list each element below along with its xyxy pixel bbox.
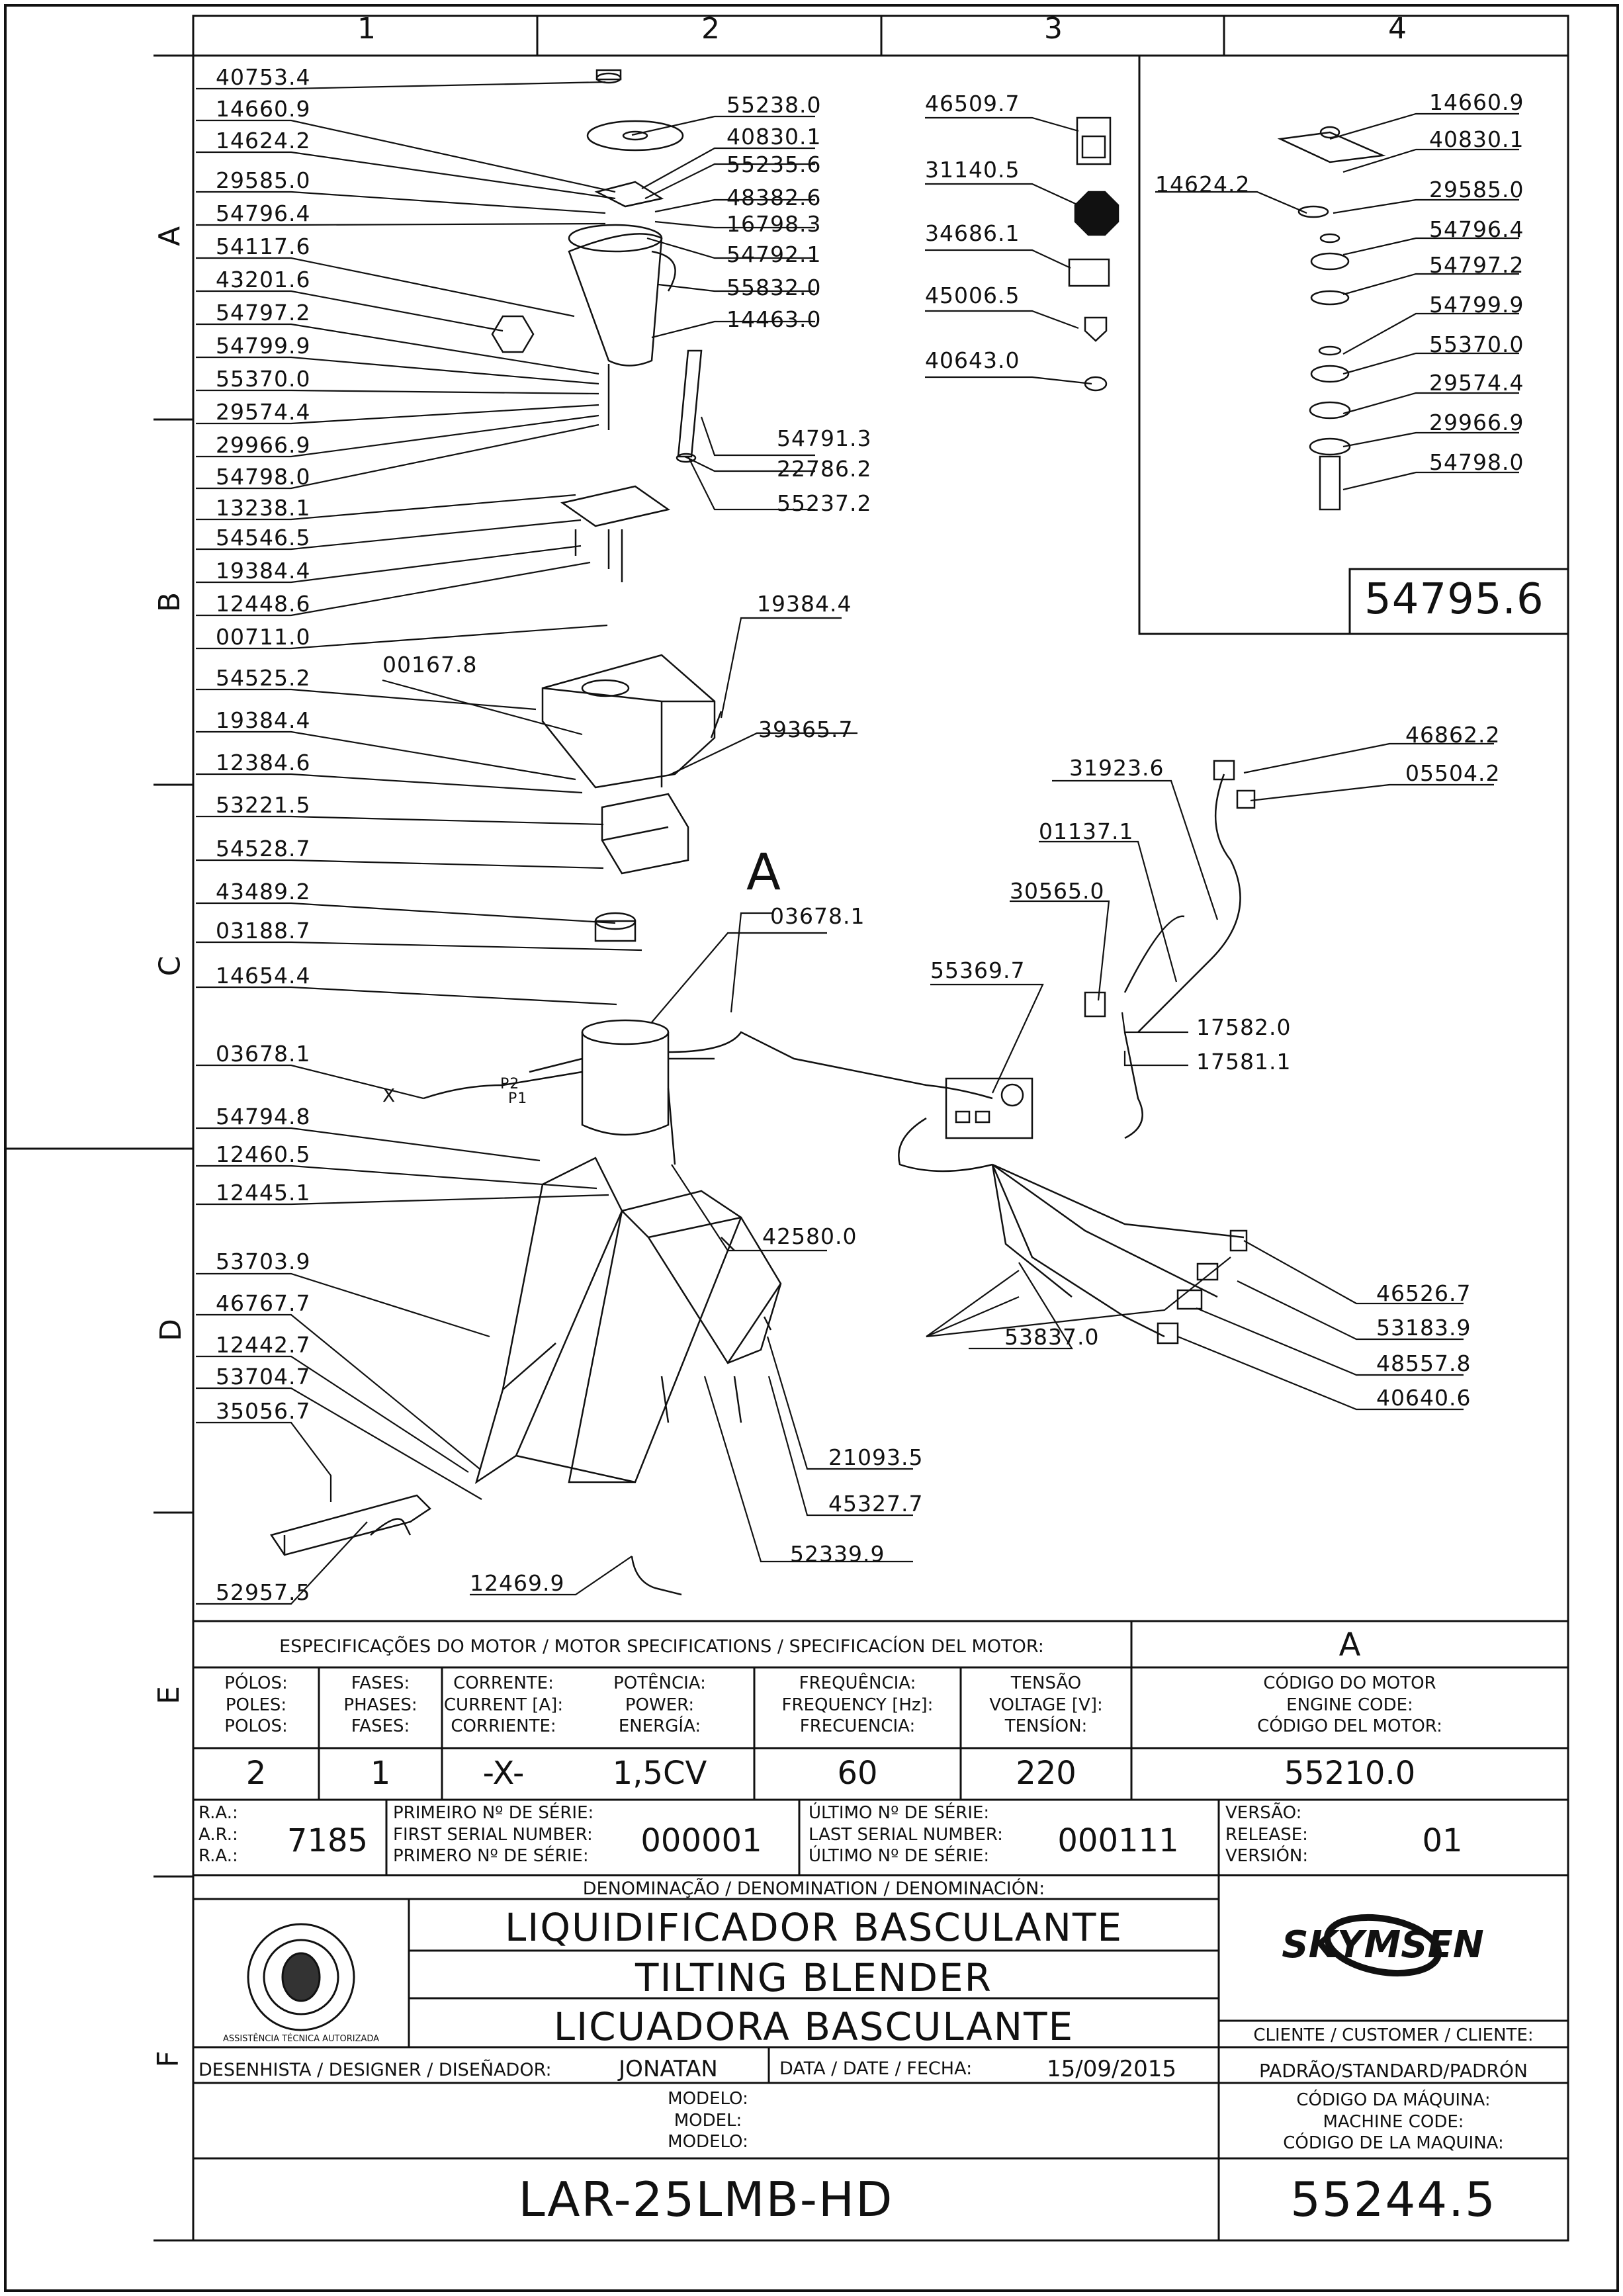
part-label: 55369.7 bbox=[930, 957, 1026, 983]
current-label: CORRENTE: CURRENT [A]: CORRIENTE: bbox=[443, 1673, 564, 1736]
part-label: 53703.9 bbox=[216, 1249, 311, 1274]
part-label: 53704.7 bbox=[216, 1364, 311, 1390]
part-label: 54792.1 bbox=[726, 242, 822, 267]
machine-code-value: 55244.5 bbox=[1290, 2172, 1497, 2227]
part-label: 54117.6 bbox=[216, 234, 311, 259]
part-label: 46767.7 bbox=[216, 1290, 311, 1316]
part-label: 48382.6 bbox=[726, 185, 822, 210]
part-label: 29585.0 bbox=[216, 167, 311, 193]
part-label: 00711.0 bbox=[216, 624, 311, 650]
wire-p2-label: P2 bbox=[500, 1076, 520, 1092]
part-label: 45327.7 bbox=[828, 1491, 924, 1517]
part-label: 16798.3 bbox=[726, 211, 822, 237]
part-label: 12445.1 bbox=[216, 1180, 311, 1206]
denomination-label: DENOMINAÇÃO / DENOMINATION / DENOMINACIÓN: bbox=[582, 1878, 1045, 1899]
part-label: 40640.6 bbox=[1376, 1385, 1471, 1411]
part-label: 14624.2 bbox=[216, 128, 311, 154]
part-label: 17582.0 bbox=[1196, 1014, 1292, 1040]
part-label: 12448.6 bbox=[216, 591, 311, 617]
part-label: 14660.9 bbox=[216, 96, 311, 122]
voltage-label: TENSÃO VOLTAGE [V]: TENSÍON: bbox=[989, 1673, 1103, 1736]
part-label: 31140.5 bbox=[925, 157, 1020, 183]
designer-label: DESENHISTA / DESIGNER / DISEÑADOR: bbox=[198, 2060, 552, 2080]
last-serial-label: ÚLTIMO Nº DE SÉRIE: LAST SERIAL NUMBER: ÚLTIMO Nº DE SÉRIE: bbox=[809, 1803, 1003, 1866]
part-label: 13238.1 bbox=[216, 495, 311, 521]
part-label: 40753.4 bbox=[216, 64, 311, 90]
part-label: 35056.7 bbox=[216, 1398, 311, 1424]
part-label: 54794.8 bbox=[216, 1104, 311, 1129]
voltage-value: 220 bbox=[1016, 1755, 1076, 1792]
part-label: 03678.1 bbox=[770, 903, 865, 929]
part-label: 55237.2 bbox=[777, 490, 872, 516]
grid-col-3: 3 bbox=[1044, 12, 1063, 46]
part-label: 00167.8 bbox=[382, 652, 478, 678]
part-label: 03678.1 bbox=[216, 1041, 311, 1067]
part-label: 54797.2 bbox=[1429, 252, 1524, 278]
part-label: 46509.7 bbox=[925, 91, 1020, 116]
grid-col-4: 4 bbox=[1388, 12, 1407, 46]
last-serial-value: 000111 bbox=[1057, 1822, 1179, 1859]
poles-value: 2 bbox=[245, 1755, 267, 1792]
grid-row-c: C bbox=[153, 955, 187, 977]
part-label: 55238.0 bbox=[726, 92, 822, 118]
part-label: 54799.9 bbox=[1429, 292, 1524, 318]
part-label: 12384.6 bbox=[216, 750, 311, 775]
part-label: 12460.5 bbox=[216, 1141, 311, 1167]
part-label: 29574.4 bbox=[216, 399, 311, 425]
motor-spec-header: ESPECIFICAÇÕES DO MOTOR / MOTOR SPECIFICATIONS / SPECIFICACÍON DEL MOTOR: bbox=[279, 1636, 1044, 1657]
first-serial-value: 000001 bbox=[640, 1822, 762, 1859]
part-label: 43489.2 bbox=[216, 879, 311, 905]
title-es: LICUADORA BASCULANTE bbox=[553, 2004, 1075, 2049]
customer-label: CLIENTE / CUSTOMER / CLIENTE: bbox=[1253, 2025, 1534, 2045]
grid-row-e: E bbox=[152, 1686, 186, 1704]
first-serial-label: PRIMEIRO Nº DE SÉRIE: FIRST SERIAL NUMBER: PRIMERO Nº DE SÉRIE: bbox=[393, 1803, 594, 1866]
grid-col-2: 2 bbox=[701, 12, 720, 46]
wire-p1-label: P1 bbox=[508, 1090, 528, 1107]
wire-x-label: X bbox=[382, 1084, 396, 1106]
part-label: 45006.5 bbox=[925, 283, 1020, 308]
grid-row-d: D bbox=[154, 1319, 188, 1341]
power-value: 1,5CV bbox=[612, 1755, 707, 1792]
part-label: 54796.4 bbox=[216, 200, 311, 226]
part-label: 42580.0 bbox=[762, 1223, 857, 1249]
version-value: 01 bbox=[1422, 1822, 1463, 1859]
phases-value: 1 bbox=[370, 1755, 391, 1792]
part-label: 14660.9 bbox=[1429, 89, 1524, 115]
part-label: 54791.3 bbox=[777, 425, 872, 451]
part-label: 17581.1 bbox=[1196, 1049, 1292, 1075]
part-label: 14654.4 bbox=[216, 963, 311, 989]
part-label: 01137.1 bbox=[1039, 818, 1134, 844]
part-label: 40643.0 bbox=[925, 347, 1020, 373]
part-label: 54797.2 bbox=[216, 300, 311, 326]
part-label: 54798.0 bbox=[1429, 449, 1524, 475]
part-label: 54528.7 bbox=[216, 836, 311, 861]
part-label: 52957.5 bbox=[216, 1579, 311, 1605]
part-label: 19384.4 bbox=[216, 707, 311, 733]
part-label: 54525.2 bbox=[216, 665, 311, 691]
detail-assembly-code: 54795.6 bbox=[1364, 575, 1544, 624]
part-label: 29966.9 bbox=[1429, 410, 1524, 435]
part-label: 46526.7 bbox=[1376, 1280, 1471, 1306]
part-label: 55235.6 bbox=[726, 152, 822, 177]
part-label: 21093.5 bbox=[828, 1444, 924, 1470]
part-label: 52339.9 bbox=[790, 1541, 885, 1567]
part-label: 12469.9 bbox=[470, 1570, 565, 1596]
part-label: 55370.0 bbox=[216, 366, 311, 392]
phases-label: FASES: PHASES: FASES: bbox=[343, 1673, 417, 1736]
current-value: -X- bbox=[482, 1755, 525, 1792]
part-label: 40830.1 bbox=[726, 124, 822, 150]
part-label: 34686.1 bbox=[925, 220, 1020, 246]
title-pt: LIQUIDIFICADOR BASCULANTE bbox=[504, 1905, 1123, 1950]
part-label: 14624.2 bbox=[1155, 171, 1250, 197]
date-value: 15/09/2015 bbox=[1047, 2056, 1176, 2082]
ra-value: 7185 bbox=[286, 1822, 369, 1859]
part-label: 29585.0 bbox=[1429, 177, 1524, 202]
poles-label: PÓLOS: POLES: POLOS: bbox=[224, 1673, 288, 1736]
designer-value: JONATAN bbox=[619, 2056, 718, 2082]
grid-row-a: A bbox=[153, 226, 187, 247]
frequency-label: FREQUÊNCIA: FREQUENCY [Hz]: FRECUENCIA: bbox=[781, 1673, 934, 1736]
part-label: 14463.0 bbox=[726, 306, 822, 332]
part-label: 29574.4 bbox=[1429, 370, 1524, 396]
part-label: 30565.0 bbox=[1010, 878, 1105, 904]
engine-code-label: CÓDIGO DO MOTOR ENGINE CODE: CÓDIGO DEL MOTOR: bbox=[1257, 1673, 1442, 1736]
power-label: POTÊNCIA: POWER: ENERGÍA: bbox=[613, 1673, 706, 1736]
frequency-value: 60 bbox=[837, 1755, 878, 1792]
model-value: LAR-25LMB-HD bbox=[518, 2172, 894, 2227]
assistencia-seal-logo bbox=[248, 1924, 354, 2030]
date-label: DATA / DATE / FECHA: bbox=[779, 2058, 973, 2079]
part-label: 55832.0 bbox=[726, 275, 822, 300]
grid-row-b: B bbox=[153, 592, 187, 613]
part-label: 05504.2 bbox=[1405, 760, 1501, 786]
part-label: 12442.7 bbox=[216, 1332, 311, 1358]
machine-code-label: CÓDIGO DA MÁQUINA: MACHINE CODE: CÓDIGO DE LA MAQUINA: bbox=[1283, 2090, 1504, 2153]
part-label: 19384.4 bbox=[216, 558, 311, 584]
model-label: MODELO: MODEL: MODELO: bbox=[668, 2089, 748, 2152]
part-label: 54546.5 bbox=[216, 525, 311, 551]
assistencia-seal-text: ASSISTÊNCIA TÉCNICA AUTORIZADA bbox=[222, 2034, 380, 2044]
title-en: TILTING BLENDER bbox=[635, 1955, 992, 2000]
part-label: 39365.7 bbox=[758, 717, 854, 742]
part-label: 48557.8 bbox=[1376, 1350, 1471, 1376]
engine-code-value: 55210.0 bbox=[1284, 1755, 1416, 1792]
part-label: 53183.9 bbox=[1376, 1315, 1471, 1341]
part-label: 54799.9 bbox=[216, 333, 311, 359]
part-label: 03188.7 bbox=[216, 918, 311, 944]
part-label: 46862.2 bbox=[1405, 722, 1501, 748]
part-label: 54798.0 bbox=[216, 464, 311, 490]
motor-col-a: A bbox=[1338, 1626, 1361, 1663]
part-label: 43201.6 bbox=[216, 267, 311, 292]
part-label: 55370.0 bbox=[1429, 331, 1524, 357]
part-label: 40830.1 bbox=[1429, 126, 1524, 152]
grid-col-1: 1 bbox=[357, 12, 376, 46]
customer-value: PADRÃO/STANDARD/PADRÓN bbox=[1259, 2060, 1528, 2082]
part-label: 54796.4 bbox=[1429, 216, 1524, 242]
ra-label: R.A.: A.R.: R.A.: bbox=[198, 1803, 238, 1866]
part-label: 53221.5 bbox=[216, 792, 311, 818]
part-label: 31923.6 bbox=[1069, 755, 1164, 781]
grid-row-f: F bbox=[151, 2051, 185, 2068]
version-label: VERSÃO: RELEASE: VERSIÓN: bbox=[1225, 1803, 1309, 1866]
part-label: 29966.9 bbox=[216, 432, 311, 458]
part-label: 22786.2 bbox=[777, 456, 872, 482]
skymsen-logo: SKYMSEN bbox=[1282, 1923, 1484, 1966]
detail-a-label: A bbox=[746, 842, 781, 901]
part-label: 19384.4 bbox=[757, 591, 852, 617]
part-label: 53837.0 bbox=[1004, 1324, 1100, 1350]
